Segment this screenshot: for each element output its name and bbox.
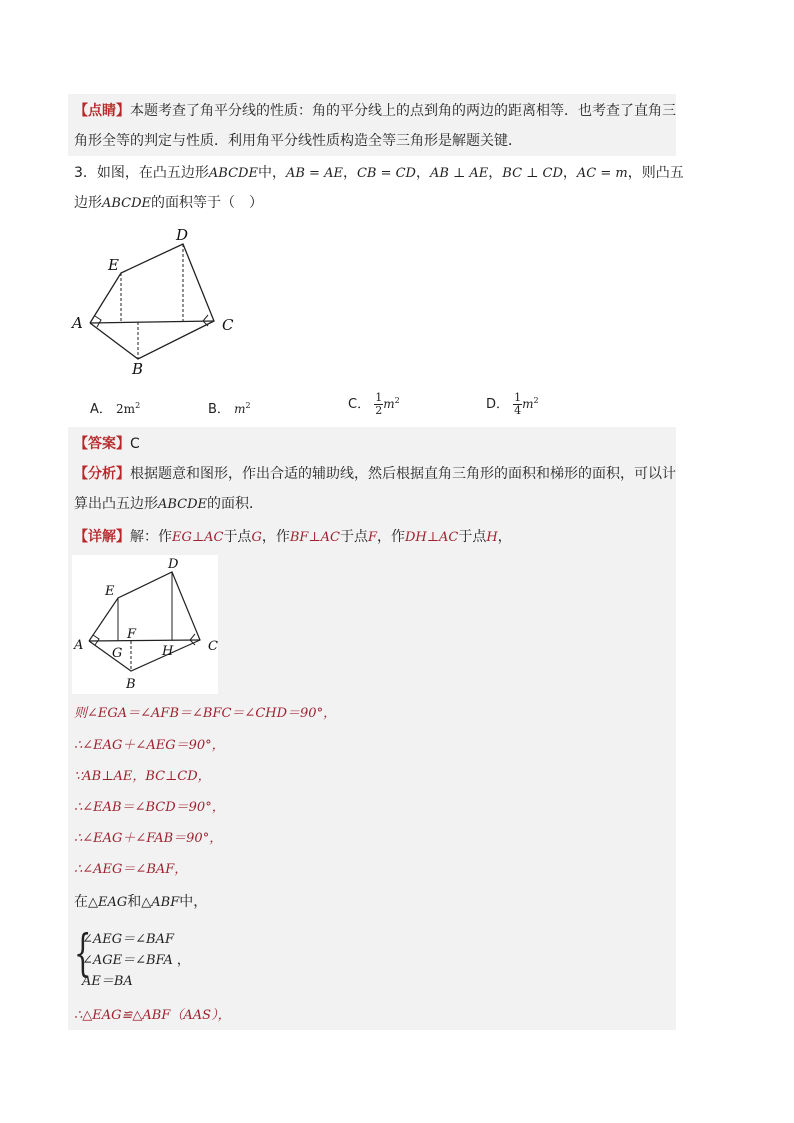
analysis-tag: 【分析】 [74, 466, 130, 482]
analysis-line-1 [74, 464, 676, 484]
analysis-line-2 [74, 494, 263, 515]
option-a-label: A． [90, 402, 112, 417]
option-a-exp: 2 [135, 401, 141, 410]
step-8: ∴△EAG≌△ABF（AAS）， [74, 1008, 231, 1023]
step-7-pre: 在 [74, 894, 88, 910]
comment-tag: 【点睛】 [74, 103, 130, 119]
label-d: D [176, 226, 189, 244]
question-line2-shape: ABCDE [102, 196, 152, 211]
solution-label-d: D [168, 557, 179, 572]
detail-t5: 于点 [458, 529, 487, 545]
option-a-value [116, 402, 140, 416]
detail-p3: H [486, 530, 498, 545]
option-a[interactable] [90, 398, 140, 417]
solution-label-a: A [74, 638, 84, 653]
option-b-value [234, 402, 250, 416]
system-line-2-text: ∠AGE＝∠BFA [82, 953, 173, 968]
detail-t1: 于点 [223, 529, 252, 545]
question-mid: 中， [257, 165, 286, 181]
question-cond-3: AB ⊥ AE [429, 166, 489, 181]
solution-label-f: F [127, 627, 137, 642]
solution-label-g: G [112, 646, 123, 661]
step-2: ∴∠EAG＋∠AEG＝90°， [74, 738, 225, 753]
question-pentagon: ABCDE [208, 166, 258, 181]
label-c: C [222, 316, 234, 334]
solution-label-b: B [126, 677, 136, 692]
question-line-1 [74, 163, 684, 184]
system-line-1: ∠AEG＝∠BAF [82, 932, 175, 947]
step-1: 则∠EGA＝∠AFB＝∠BFC＝∠CHD＝90°， [74, 706, 337, 721]
right-angle-a [95, 316, 101, 327]
comment-line-2 [74, 131, 522, 151]
detail-t4: ，作 [377, 529, 405, 545]
question-cond-1: AB = AE [285, 166, 343, 181]
comment-text-1: 本题考查了角平分线的性质：角的平分线上的点到角的两边的距离相等．也考查了直角三 [130, 103, 676, 119]
step-7-post: 中， [179, 894, 208, 910]
sep: ， [342, 165, 357, 181]
option-c-var [383, 397, 399, 411]
solution-label-c: C [208, 639, 218, 654]
option-d-label: D． [486, 397, 510, 412]
detail-seg-1: EG⊥AC [172, 530, 224, 545]
answer-tag: 【答案】 [74, 436, 130, 452]
option-d-var-text: m [522, 397, 534, 411]
option-d-var [522, 397, 538, 411]
option-c-den: 2 [375, 404, 383, 417]
option-b-label: B． [208, 402, 230, 417]
detail-t6: ， [497, 529, 512, 545]
option-d-den: 4 [514, 404, 522, 417]
step-6: ∴∠AEG＝∠BAF， [74, 862, 188, 877]
option-d-exp: 2 [533, 396, 539, 405]
analysis-line2-shape: ABCDE [158, 497, 208, 512]
option-d-num: 1 [514, 391, 522, 404]
step-4: ∴∠EAB＝∠BCD＝90°， [74, 800, 225, 815]
option-c-num: 1 [375, 391, 383, 404]
option-d[interactable] [486, 392, 539, 417]
analysis-text-1: 根据题意和图形，作出合适的辅助线，然后根据直角三角形的面积和梯形的面积，可以计 [130, 466, 676, 482]
system-comma: ， [176, 953, 190, 968]
question-line2-post: 的面积等于（ ） [151, 195, 264, 211]
figure-pentagon [66, 222, 246, 382]
detail-line [74, 527, 512, 548]
label-b: B [132, 360, 144, 378]
option-a-base: 2m [116, 402, 136, 416]
option-d-fraction [513, 392, 522, 417]
sep: ， [562, 165, 577, 181]
detail-tag: 【详解】 [74, 529, 130, 545]
detail-t2: ，作 [261, 529, 290, 545]
question-line-2 [74, 193, 263, 214]
detail-t3: 于点 [339, 529, 368, 545]
sep: ， [415, 165, 430, 181]
question-cond-5: AC = m [576, 166, 628, 181]
comment-text-2: 角形全等的判定与性质．利用角平分线性质构造全等三角形是解题关键． [74, 133, 522, 149]
detail-p1: G [251, 530, 262, 545]
question-number: 3．如图，在凸五边形 [74, 165, 209, 181]
question-cond-4: BC ⊥ CD [502, 166, 563, 181]
option-c-var-text: m [383, 397, 395, 411]
detail-seg-3: DH⊥AC [405, 530, 459, 545]
detail-pre: 解：作 [130, 529, 172, 545]
system-line-2 [82, 949, 190, 968]
step-7-and: 和 [127, 894, 142, 910]
option-c-label: C． [348, 397, 371, 412]
question-line2-pre: 边形 [74, 195, 102, 211]
segment-ac [90, 321, 214, 323]
question-cond-2: CB = CD [356, 166, 416, 181]
detail-p2: F [367, 530, 377, 545]
label-a: A [72, 314, 83, 332]
question-tail: ，则凸五 [627, 165, 684, 181]
step-7-tri-2: △ABF [141, 895, 180, 910]
analysis-line2-post: 的面积． [207, 496, 264, 512]
step-5: ∴∠EAG＋∠FAB＝90°， [74, 831, 223, 846]
step-3: ∵AB⊥AE，BC⊥CD， [74, 769, 211, 784]
option-b-exp: 2 [245, 401, 251, 410]
figure-solution [72, 555, 218, 694]
option-c[interactable] [348, 392, 400, 417]
figure-solution-bg [72, 555, 218, 694]
answer-line [74, 434, 140, 454]
analysis-line2-pre: 算出凸五边形 [74, 496, 158, 512]
system-brace: { [74, 924, 92, 982]
option-c-exp: 2 [394, 396, 400, 405]
comment-line-1 [74, 101, 676, 121]
step-7 [74, 892, 207, 913]
option-c-fraction [374, 392, 383, 417]
answer-value: C [130, 436, 140, 452]
system-line-3: AE＝BA [82, 974, 133, 989]
solution-label-h: H [162, 644, 174, 659]
option-b[interactable] [208, 398, 251, 417]
solution-label-e: E [105, 584, 115, 599]
sep: ， [488, 165, 503, 181]
label-e: E [108, 256, 119, 274]
detail-seg-2: BF⊥AC [289, 530, 340, 545]
option-b-base: m [234, 402, 246, 416]
step-7-tri-1: △EAG [88, 895, 128, 910]
